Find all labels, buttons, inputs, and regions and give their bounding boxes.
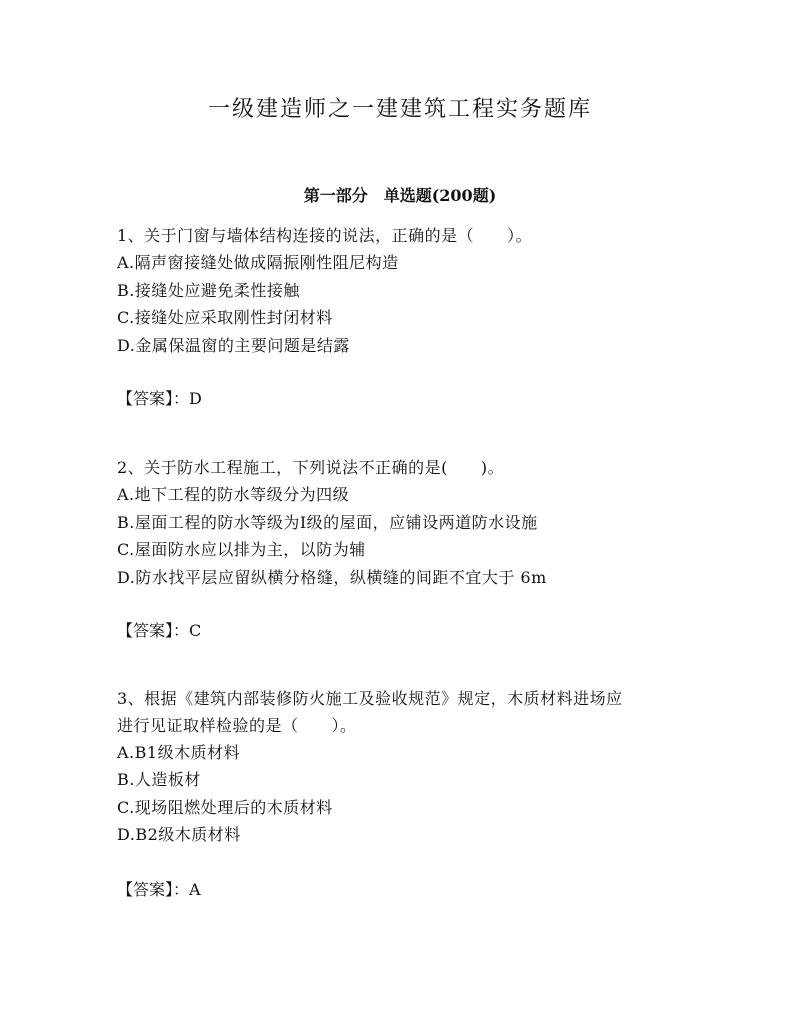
question-1-option-c: C.接缝处应采取刚性封闭材料 [117,308,333,327]
question-3-stem-line-2: 进行见证取样检验的是（ ）。 [117,716,357,735]
question-2-option-d: D.防水找平层应留纵横分格缝，纵横缝的间距不宜大于 6m [117,568,547,587]
question-2-option-b: B.屋面工程的防水等级为Ⅰ级的屋面，应铺设两道防水设施 [117,513,538,532]
question-2-option-a: A.地下工程的防水等级分为四级 [117,485,350,504]
question-1-option-a: A.隔声窗接缝处做成隔振刚性阻尼构造 [117,253,399,272]
document-title: 一级建造师之一建建筑工程实务题库 [207,97,592,122]
question-3-option-a: A.B1级木质材料 [117,743,241,762]
question-1-stem: 1、关于门窗与墙体结构连接的说法，正确的是（ ）。 [117,226,533,245]
question-1-option-d: D.金属保温窗的主要问题是结露 [117,336,350,355]
section-title: 第一部分 单选题(200题) [303,186,497,205]
question-3-option-d: D.B2级木质材料 [117,825,241,844]
question-2-answer: 【答案】：C [117,621,202,640]
question-1-answer: 【答案】：D [117,389,202,408]
question-3-stem-line-1: 3、根据《建筑内部装修防火施工及验收规范》规定，木质材料进场应 [117,689,623,708]
question-3-option-c: C.现场阻燃处理后的木质材料 [117,798,333,817]
question-1-option-b: B.接缝处应避免柔性接触 [117,281,300,300]
question-3-option-b: B.人造板材 [117,770,201,789]
question-2-option-c: C.屋面防水应以排为主，以防为辅 [117,540,366,559]
question-3-answer: 【答案】：A [117,880,201,899]
question-2-stem: 2、关于防水工程施工，下列说法不正确的是( )。 [117,458,505,477]
